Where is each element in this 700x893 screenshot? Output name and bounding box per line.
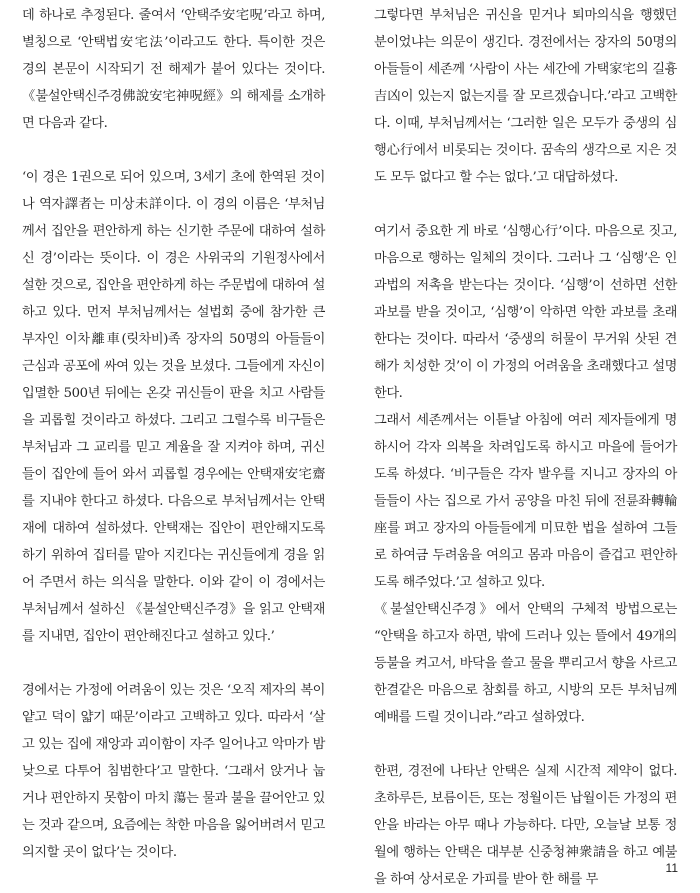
left-column <box>22 2 325 866</box>
paragraph: 데 하나로 추정된다. 줄여서 ‘안택주安宅呪’라고 하며, 별칭으로 ‘안택법安宅法’이라고도 한다. 특이한 것은 경의 본문이 시작되기 전 해제가 붙어 있다는 것이다. 《불설안택신주경佛說安宅神呪經》의 해제를 소개하면 다음과 같다. <box>22 8 325 131</box>
paragraph: 그래서 세존께서는 이튿날 아침에 여러 제자들에게 명하시어 각자 의복을 차려입도록 하시고 마을에 들어가도록 하셨다. ‘비구들은 각자 발우를 지니고 장자의 아들들이 사는 집으로 가서 공양을 마친 뒤에 전륜좌轉輪座를 펴고 장자의 아들들에게 미묘한 법을 설하여 그들로 하여금 두려움을 여의고 몸과 마음이 즐겁고 편안하도록 해주었다.’고 설하고 있다. <box>374 413 677 590</box>
paragraph: ‘이 경은 1권으로 되어 있으며, 3세기 초에 한역된 것이나 역자譯者는 미상未詳이다. 이 경의 이름은 ‘부처님께서 집안을 편안하게 하는 신기한 주문에 대하여 설하신 경’이라는 뜻이다. 이 경은 사위국의 기원정사에서 설한 것으로, 집안을 편안하게 하는 주문법에 대하여 설하고 있다. 먼저 부처님께서는 설법회 중에 참가한 큰 부자인 이차離車(릿차비)족 장자의 50명의 아들들이 근심과 공포에 싸여 있는 것을 보셨다. 그들에게 자신이 입멸한 500년 뒤에는 온갖 귀신들이 판을 치고 사람들을 괴롭힐 것이라고 하셨다. 그리고 그럴수록 비구들은 부처님과 그 교리를 믿고 계율을 잘 지켜야 하며, 귀신들이 집안에 들어 와서 괴롭힐 경우에는 안택재安宅齋를 지내야 한다고 하셨다. 다음으로 부처님께서는 안택재에 대하여 설하셨다. 안택재는 집안이 편안해지도록 하기 위하여 집터를 맡아 지킨다는 귀신들에게 경을 읽어 주면서 하는 의식을 말한다. 이와 같이 이 경에서는 부처님께서 설하신 《불설안택신주경》을 읽고 안택재를 지내면, 집안이 편안해진다고 설하고 있다.’ <box>22 170 325 644</box>
paragraph-gap <box>22 137 325 164</box>
paragraph: 경에서는 가정에 어려움이 있는 것은 ‘오직 제자의 복이 얕고 덕이 얇기 때문’이라고 고백하고 있다. 따라서 ‘살고 있는 집에 재앙과 괴이함이 자주 일어나고 악마가 밤낮으로 다투어 침범한다’고 말한다. ‘그래서 앉거나 눕거나 편안하지 못함이 마치 蕩는 물과 불을 끌어안고 있는 것과 같으며, 요즘에는 착한 마음을 잃어버려서 믿고 의지할 곳이 없다’는 것이다. <box>22 683 325 860</box>
paragraph-gap <box>374 191 677 218</box>
right-column <box>374 2 677 893</box>
paragraph: 한편, 경전에 나타난 안택은 실제 시간적 제약이 없다. 초하루든, 보름이든, 또는 정월이든 납월이든 가정의 편안을 바라는 아무 때나 가능하다. 다만, 오늘날 보통 정월에 행하는 안택은 대부분 신중청神衆請을 하고 예불을 하여 상서로운 가피를 받아 한 해를 무 <box>374 764 677 887</box>
paragraph-gap <box>374 731 677 758</box>
page-number: 11 <box>665 861 678 875</box>
paragraph: 그렇다면 부처님은 귀신을 믿거나 퇴마의식을 행했던 분이었냐는 의문이 생긴다. 경전에서는 장자의 50명의 아들들이 세존께 ‘사람이 사는 세간에 가택家宅의 길흉吉凶이 있는지 없는지를 잘 모르겠습니다.’라고 고백한다. 이때, 부처님께서는 ‘그러한 일은 모두가 중생의 심행心行에서 비롯되는 것이다. 꿈속의 생각으로 지은 것도 모두 없다고 할 수는 없다.’고 대답하셨다. <box>374 8 677 185</box>
paragraph-gap <box>22 650 325 677</box>
paragraph: 여기서 중요한 게 바로 ‘심행心行’이다. 마음으로 짓고, 마음으로 행하는 일체의 것이다. 그러나 그 ‘심행’은 인과법의 저촉을 받는다는 것이다. ‘심행’이 선하면 선한 과보를 받을 것이고, ‘심행’이 악하면 악한 과보를 초래한다는 것이다. 따라서 ‘중생의 허물이 무거워 삿된 견해가 치성한 것’이 이 가정의 어려움을 초래했다고 설명한다. <box>374 224 677 401</box>
paragraph: 《불설안택신주경》에서 안택의 구체적 방법으로는 “안택을 하고자 하면, 밖에 드러나 있는 뜰에서 49개의 등불을 켜고서, 바닥을 쓸고 물을 뿌리고서 향을 사르고 한결같은 마음으로 참회를 하고, 시방의 모든 부처님께 예배를 드릴 것이니라.”라고 설하였다. <box>374 602 677 725</box>
